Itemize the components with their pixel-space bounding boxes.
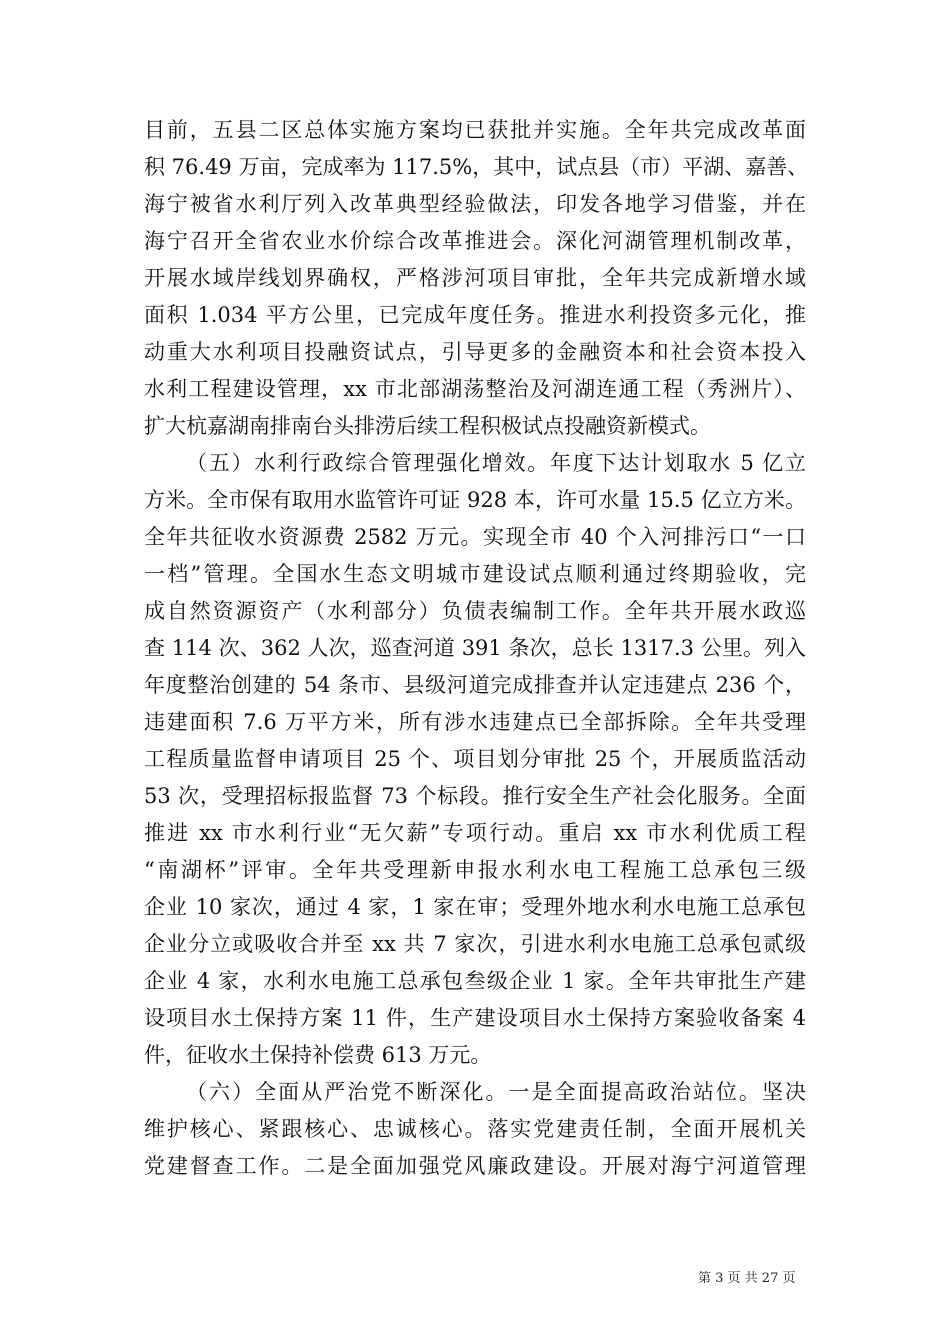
text-line-3: 海宁被省水利厅列入改革典型经验做法，印发各地学习借鉴，并在 xyxy=(144,192,806,216)
text-line-9: 扩大杭嘉湖南排南台头排涝后续工程积极试点投融资新模式。 xyxy=(144,414,711,438)
text-line-7: 动重大水利项目投融资试点，引导更多的金融资本和社会资本投入 xyxy=(144,340,806,364)
text-line-13: 一档”管理。全国水生态文明城市建设试点顺利通过终期验收，完 xyxy=(144,562,806,586)
text-line-23: 企业分立或吸收合并至 xx 共 7 家次，引进水利水电施工总承包贰级 xyxy=(144,932,806,956)
text-line-11: 方米。全市保有取用水监管许可证 928 本，许可水量 15.5 亿立方米。 xyxy=(144,488,806,512)
text-line-16: 年度整治创建的 54 条市、县级河道完成排查并认定违建点 236 个， xyxy=(144,673,806,697)
section-heading-6: （六）全面从严治党不断深化。一是全面提高政治站位。坚决 xyxy=(186,1080,806,1104)
text-line-26: 件，征收水土保持补偿费 613 万元。 xyxy=(144,1043,492,1067)
document-body xyxy=(144,112,809,1185)
section-heading-5: （五）水利行政综合管理强化增效。年度下达计划取水 5 亿立 xyxy=(186,451,806,475)
text-line-28: 维护核心、紧跟核心、忠诚核心。落实党建责任制，全面开展机关 xyxy=(144,1117,806,1141)
text-line-21: “南湖杯”评审。全年共受理新申报水利水电工程施工总承包三级 xyxy=(144,858,806,882)
text-line-17: 违建面积 7.6 万平方米，所有涉水违建点已全部拆除。全年共受理 xyxy=(144,710,806,734)
text-line-2: 积 76.49 万亩，完成率为 117.5%，其中，试点县（市）平湖、嘉善、 xyxy=(144,155,809,179)
text-line-8: 水利工程建设管理，xx 市北部湖荡整治及河湖连通工程（秀洲片）、 xyxy=(144,377,806,401)
text-line-5: 开展水域岸线划界确权，严格涉河项目审批，全年共完成新增水域 xyxy=(144,266,806,290)
text-line-4: 海宁召开全省农业水价综合改革推进会。深化河湖管理机制改革， xyxy=(144,229,806,253)
text-line-1: 目前，五县二区总体实施方案均已获批并实施。全年共完成改革面 xyxy=(144,118,806,142)
text-line-20: 推进 xx 市水利行业“无欠薪”专项行动。重启 xx 市水利优质工程 xyxy=(144,821,806,845)
text-line-18: 工程质量监督申请项目 25 个、项目划分审批 25 个，开展质监活动 xyxy=(144,747,806,771)
text-line-12: 全年共征收水资源费 2582 万元。实现全市 40 个入河排污口“一口 xyxy=(144,525,806,549)
text-line-14: 成自然资源资产（水利部分）负债表编制工作。全年共开展水政巡 xyxy=(144,599,806,623)
text-line-22: 企业 10 家次，通过 4 家，1 家在审；受理外地水利水电施工总承包 xyxy=(144,895,806,919)
text-line-19: 53 次，受理招标报监督 73 个标段。推行安全生产社会化服务。全面 xyxy=(144,784,806,808)
text-line-15: 查 114 次、362 人次，巡查河道 391 条次，总长 1317.3 公里。列入 xyxy=(144,636,806,660)
text-line-29: 党建督查工作。二是全面加强党风廉政建设。开展对海宁河道管理 xyxy=(144,1154,806,1178)
text-line-6: 面积 1.034 平方公里，已完成年度任务。推进水利投资多元化，推 xyxy=(144,303,806,327)
text-line-25: 设项目水土保持方案 11 件，生产建设项目水土保持方案验收备案 4 xyxy=(144,1006,806,1030)
page-number: 第 3 页 共 27 页 xyxy=(698,1271,796,1286)
text-line-24: 企业 4 家，水利水电施工总承包叁级企业 1 家。全年共审批生产建 xyxy=(144,969,806,993)
